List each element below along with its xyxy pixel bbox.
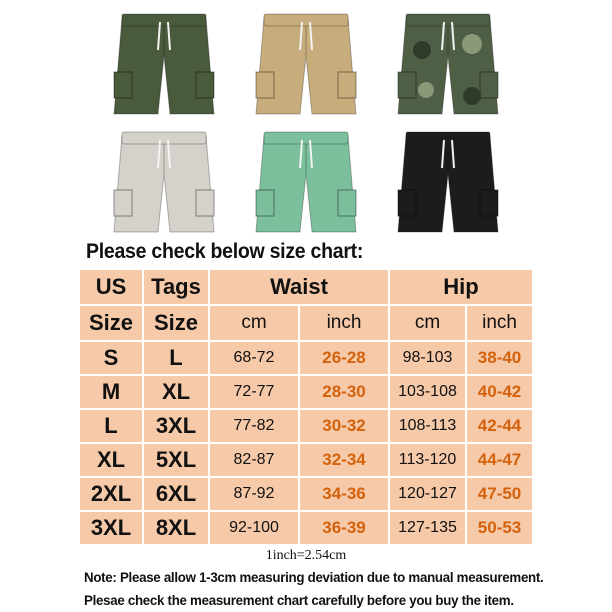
deviation-note: Note: Please allow 1-3cm measuring deviation due to manual measurement. — [84, 569, 544, 585]
hip-cm-cell: 120-127 — [389, 477, 466, 511]
tag-size-cell: 3XL — [143, 409, 209, 443]
hip-header: Hip — [389, 269, 533, 305]
waist-inch-cell: 32-34 — [299, 443, 389, 477]
us-size-cell: XL — [79, 443, 143, 477]
hip-cm-cell: 127-135 — [389, 511, 466, 545]
tag-size-cell: XL — [143, 375, 209, 409]
shorts-image-light-grey — [108, 128, 220, 238]
shorts-image-army-green — [108, 10, 220, 120]
size-row — [79, 409, 533, 443]
us-size-cell: 2XL — [79, 477, 143, 511]
size-row — [79, 511, 533, 545]
waist-cm-cell: 82-87 — [209, 443, 299, 477]
us-size-cell: M — [79, 375, 143, 409]
waist-cm-header: cm — [209, 305, 299, 341]
us-size-header: US — [79, 269, 143, 305]
size-row — [79, 443, 533, 477]
waist-inch-cell: 28-30 — [299, 375, 389, 409]
size-chart-table — [78, 268, 534, 546]
tag-size-cell: 5XL — [143, 443, 209, 477]
waist-inch-header: inch — [299, 305, 389, 341]
hip-cm-cell: 98-103 — [389, 341, 466, 375]
hip-cm-cell: 113-120 — [389, 443, 466, 477]
tag-size-cell: 8XL — [143, 511, 209, 545]
conversion-note: 1inch=2.54cm — [265, 548, 347, 563]
tag-size-cell: L — [143, 341, 209, 375]
us-size-cell: 3XL — [79, 511, 143, 545]
waist-inch-cell: 30-32 — [299, 409, 389, 443]
size-row — [79, 477, 533, 511]
tags-size-header: Tags — [143, 269, 209, 305]
us-size-cell: S — [79, 341, 143, 375]
hip-inch-header: inch — [466, 305, 533, 341]
waist-cm-cell: 72-77 — [209, 375, 299, 409]
tags-size-header-2: Size — [143, 305, 209, 341]
waist-inch-cell: 26-28 — [299, 341, 389, 375]
waist-cm-cell: 87-92 — [209, 477, 299, 511]
hip-inch-cell: 40-42 — [466, 375, 533, 409]
us-size-header-2: Size — [79, 305, 143, 341]
size-row — [79, 341, 533, 375]
waist-cm-cell: 77-82 — [209, 409, 299, 443]
check-chart-note: Plesae check the measurement chart carefully before you buy the item. — [84, 592, 514, 608]
tag-size-cell: 6XL — [143, 477, 209, 511]
hip-inch-cell: 50-53 — [466, 511, 533, 545]
shorts-image-khaki — [250, 10, 362, 120]
hip-cm-cell: 103-108 — [389, 375, 466, 409]
waist-header: Waist — [209, 269, 389, 305]
size-chart-heading: Please check below size chart: — [86, 240, 364, 263]
waist-cm-cell: 68-72 — [209, 341, 299, 375]
hip-inch-cell: 44-47 — [466, 443, 533, 477]
product-grid — [0, 0, 612, 240]
waist-cm-cell: 92-100 — [209, 511, 299, 545]
hip-cm-cell: 108-113 — [389, 409, 466, 443]
shorts-image-camo — [392, 10, 504, 120]
hip-inch-cell: 47-50 — [466, 477, 533, 511]
waist-inch-cell: 36-39 — [299, 511, 389, 545]
shorts-image-black — [392, 128, 504, 238]
us-size-cell: L — [79, 409, 143, 443]
size-row — [79, 375, 533, 409]
hip-cm-header: cm — [389, 305, 466, 341]
waist-inch-cell: 34-36 — [299, 477, 389, 511]
shorts-image-mint-green — [250, 128, 362, 238]
hip-inch-cell: 42-44 — [466, 409, 533, 443]
hip-inch-cell: 38-40 — [466, 341, 533, 375]
